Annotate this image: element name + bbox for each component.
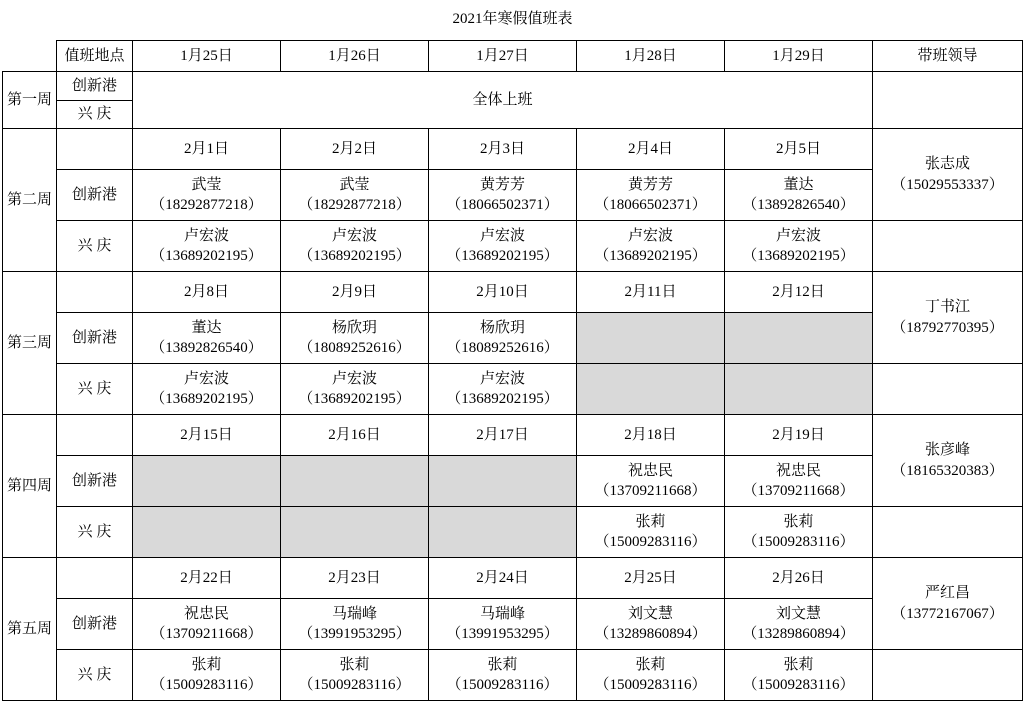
week4-leader — [873, 415, 1023, 507]
week2-leader-name: 张志成 — [925, 156, 971, 173]
duty-phone: （15009283116） — [594, 677, 707, 693]
duty-phone: （18089252616） — [446, 340, 559, 356]
duty-phone: （15009283116） — [150, 677, 263, 693]
week5-date-4: 2月25日 — [577, 558, 725, 599]
duty-name: 卢宏波 — [627, 227, 673, 244]
week4-xingqing-3 — [429, 507, 577, 558]
duty-phone: （18292877218） — [298, 197, 411, 213]
week2-xingqing-5 — [725, 221, 873, 272]
week5-date-1: 2月22日 — [133, 558, 281, 599]
week1-chuangxin-row — [3, 72, 1023, 101]
week4-xingqing-row — [3, 507, 1023, 558]
week2-xingqing-row — [3, 221, 1023, 272]
duty-phone: （13689202195） — [150, 248, 263, 264]
duty-name: 卢宏波 — [479, 370, 525, 387]
week5-xingqing-row — [3, 650, 1023, 701]
week3-chuangxin-5 — [725, 313, 873, 364]
duty-phone: （13892826540） — [150, 340, 263, 356]
week3-chuangxin-4 — [577, 313, 725, 364]
week4-xingqing-4 — [577, 507, 725, 558]
week3-xingqing-5 — [725, 364, 873, 415]
duty-name: 马瑞峰 — [479, 605, 525, 622]
duty-name: 杨欣玥 — [331, 319, 377, 336]
duty-phone: （13991953295） — [446, 626, 559, 642]
week5-date-row — [3, 558, 1023, 599]
duty-phone: （13892826540） — [742, 197, 855, 213]
duty-phone: （18066502371） — [446, 197, 559, 213]
week3-date-1: 2月8日 — [133, 272, 281, 313]
duty-phone: （13689202195） — [298, 391, 411, 407]
place-label-chuangxin-w5: 创新港 — [57, 599, 133, 650]
duty-phone: （15009283116） — [594, 534, 707, 550]
week3-xingqing-3 — [429, 364, 577, 415]
week4-date-2: 2月16日 — [281, 415, 429, 456]
week2-chuangxin-3 — [429, 170, 577, 221]
week3-chuangxin-1 — [133, 313, 281, 364]
week4-date-1: 2月15日 — [133, 415, 281, 456]
week-label-2: 第二周 — [3, 129, 57, 272]
duty-name: 卢宏波 — [331, 370, 377, 387]
week1-all-on-duty: 全体上班 — [133, 72, 873, 129]
title-row — [3, 2, 1023, 41]
week5-date-3: 2月24日 — [429, 558, 577, 599]
week2-date-5: 2月5日 — [725, 129, 873, 170]
duty-name: 张莉 — [487, 656, 518, 673]
duty-phone: （13289860894） — [742, 626, 855, 642]
duty-name: 卢宏波 — [479, 227, 525, 244]
duty-name: 张莉 — [635, 656, 666, 673]
week4-date-row — [3, 415, 1023, 456]
header-date-w1-d5: 1月29日 — [725, 41, 873, 72]
week3-chuangxin-row — [3, 313, 1023, 364]
duty-phone: （15009283116） — [742, 677, 855, 693]
week2-leader-filler — [873, 221, 1023, 272]
week2-chuangxin-2 — [281, 170, 429, 221]
duty-name: 卢宏波 — [331, 227, 377, 244]
duty-schedule-sheet — [0, 2, 1024, 693]
week-label-5: 第五周 — [3, 558, 57, 701]
week3-xingqing-1 — [133, 364, 281, 415]
week5-chuangxin-4 — [577, 599, 725, 650]
week1-leader — [873, 72, 1023, 129]
week5-leader-phone: （13772167067） — [891, 605, 1004, 622]
week3-chuangxin-3 — [429, 313, 577, 364]
header-date-w1-d2: 1月26日 — [281, 41, 429, 72]
duty-phone: （13991953295） — [298, 626, 411, 642]
duty-name: 董达 — [191, 319, 222, 336]
week2-date-2: 2月2日 — [281, 129, 429, 170]
week5-chuangxin-2 — [281, 599, 429, 650]
duty-name: 刘文慧 — [627, 605, 673, 622]
duty-phone: （13689202195） — [150, 391, 263, 407]
duty-name: 武莹 — [191, 176, 222, 193]
duty-name: 卢宏波 — [183, 370, 229, 387]
place-label-xingqing-w4: 兴 庆 — [57, 507, 133, 558]
duty-name: 武莹 — [339, 176, 370, 193]
week3-date-3: 2月10日 — [429, 272, 577, 313]
duty-name: 杨欣玥 — [479, 319, 525, 336]
week3-date-4: 2月11日 — [577, 272, 725, 313]
week3-date-5: 2月12日 — [725, 272, 873, 313]
week5-chuangxin-1 — [133, 599, 281, 650]
week5-chuangxin-5 — [725, 599, 873, 650]
week4-xingqing-2 — [281, 507, 429, 558]
week2-chuangxin-4 — [577, 170, 725, 221]
week2-date-1: 2月1日 — [133, 129, 281, 170]
week4-chuangxin-2 — [281, 456, 429, 507]
week4-date-3: 2月17日 — [429, 415, 577, 456]
duty-phone: （15009283116） — [446, 677, 559, 693]
duty-name: 张莉 — [191, 656, 222, 673]
week-label-3: 第三周 — [3, 272, 57, 415]
week2-chuangxin-row — [3, 170, 1023, 221]
week5-chuangxin-3 — [429, 599, 577, 650]
week2-chuangxin-5 — [725, 170, 873, 221]
week4-chuangxin-3 — [429, 456, 577, 507]
duty-name: 张莉 — [783, 513, 814, 530]
place-label-xingqing-w1: 兴 庆 — [57, 100, 133, 129]
header-place-label: 值班地点 — [57, 41, 133, 72]
duty-phone: （15009283116） — [742, 534, 855, 550]
duty-name: 马瑞峰 — [331, 605, 377, 622]
duty-name: 卢宏波 — [775, 227, 821, 244]
week5-date-5: 2月26日 — [725, 558, 873, 599]
duty-name: 刘文慧 — [775, 605, 821, 622]
duty-phone: （18292877218） — [150, 197, 263, 213]
place-label-chuangxin-w4: 创新港 — [57, 456, 133, 507]
duty-phone: （13689202195） — [742, 248, 855, 264]
week5-leader — [873, 558, 1023, 650]
duty-phone: （13289860894） — [594, 626, 707, 642]
table-header-row — [3, 41, 1023, 72]
week3-place-blank — [57, 272, 133, 313]
duty-name: 祝忠民 — [775, 462, 821, 479]
duty-phone: （13709211668） — [150, 626, 263, 642]
week2-chuangxin-1 — [133, 170, 281, 221]
week2-xingqing-2 — [281, 221, 429, 272]
week5-leader-filler — [873, 650, 1023, 701]
week2-xingqing-1 — [133, 221, 281, 272]
duty-name: 董达 — [783, 176, 814, 193]
place-label-chuangxin-w2: 创新港 — [57, 170, 133, 221]
week3-xingqing-4 — [577, 364, 725, 415]
duty-phone: （13709211668） — [594, 483, 707, 499]
week2-leader-phone: （15029553337） — [891, 176, 1004, 193]
header-date-w1-d1: 1月25日 — [133, 41, 281, 72]
duty-phone: （13689202195） — [298, 248, 411, 264]
week5-xingqing-2 — [281, 650, 429, 701]
week4-chuangxin-4 — [577, 456, 725, 507]
duty-phone: （13689202195） — [594, 248, 707, 264]
duty-name: 祝忠民 — [627, 462, 673, 479]
corner-blank — [3, 41, 57, 72]
page-title: 2021年寒假值班表 — [452, 10, 573, 27]
week3-xingqing-row — [3, 364, 1023, 415]
week5-date-2: 2月23日 — [281, 558, 429, 599]
header-date-w1-d4: 1月28日 — [577, 41, 725, 72]
duty-phone: （13689202195） — [446, 248, 559, 264]
duty-name: 张莉 — [783, 656, 814, 673]
duty-phone: （18089252616） — [298, 340, 411, 356]
week3-leader-name: 丁书江 — [925, 299, 971, 316]
week5-place-blank — [57, 558, 133, 599]
week5-xingqing-3 — [429, 650, 577, 701]
duty-phone: （18066502371） — [594, 197, 707, 213]
week4-leader-filler — [873, 507, 1023, 558]
week5-xingqing-1 — [133, 650, 281, 701]
header-leader-label: 带班领导 — [873, 41, 1023, 72]
week4-leader-phone: （18165320383） — [891, 462, 1004, 479]
week3-leader — [873, 272, 1023, 364]
place-label-xingqing-w3: 兴 庆 — [57, 364, 133, 415]
place-label-chuangxin-w3: 创新港 — [57, 313, 133, 364]
header-date-w1-d3: 1月27日 — [429, 41, 577, 72]
duty-phone: （15009283116） — [298, 677, 411, 693]
week3-xingqing-2 — [281, 364, 429, 415]
week5-xingqing-5 — [725, 650, 873, 701]
week4-chuangxin-1 — [133, 456, 281, 507]
week2-place-blank — [57, 129, 133, 170]
place-label-chuangxin-w1: 创新港 — [57, 72, 133, 101]
duty-name: 黄芳芳 — [627, 176, 673, 193]
week5-chuangxin-row — [3, 599, 1023, 650]
week3-leader-phone: （18792770395） — [891, 319, 1004, 336]
week3-date-2: 2月9日 — [281, 272, 429, 313]
week-label-4: 第四周 — [3, 415, 57, 558]
week4-place-blank — [57, 415, 133, 456]
duty-name: 卢宏波 — [183, 227, 229, 244]
place-label-xingqing-w5: 兴 庆 — [57, 650, 133, 701]
week2-leader — [873, 129, 1023, 221]
week3-date-row — [3, 272, 1023, 313]
week2-xingqing-4 — [577, 221, 725, 272]
week3-chuangxin-2 — [281, 313, 429, 364]
week5-xingqing-4 — [577, 650, 725, 701]
duty-name: 张莉 — [339, 656, 370, 673]
week4-xingqing-1 — [133, 507, 281, 558]
week5-leader-name: 严红昌 — [925, 585, 971, 602]
week4-date-5: 2月19日 — [725, 415, 873, 456]
place-label-xingqing-w2: 兴 庆 — [57, 221, 133, 272]
week4-chuangxin-5 — [725, 456, 873, 507]
week-label-1: 第一周 — [3, 72, 57, 129]
duty-name: 黄芳芳 — [479, 176, 525, 193]
week4-leader-name: 张彦峰 — [925, 442, 971, 459]
week3-leader-filler — [873, 364, 1023, 415]
week4-date-4: 2月18日 — [577, 415, 725, 456]
duty-phone: （13709211668） — [742, 483, 855, 499]
week2-date-4: 2月4日 — [577, 129, 725, 170]
week2-date-row — [3, 129, 1023, 170]
duty-name: 祝忠民 — [183, 605, 229, 622]
week4-chuangxin-row — [3, 456, 1023, 507]
week4-xingqing-5 — [725, 507, 873, 558]
duty-schedule-table — [2, 2, 1023, 701]
week2-xingqing-3 — [429, 221, 577, 272]
duty-phone: （13689202195） — [446, 391, 559, 407]
duty-name: 张莉 — [635, 513, 666, 530]
week2-date-3: 2月3日 — [429, 129, 577, 170]
